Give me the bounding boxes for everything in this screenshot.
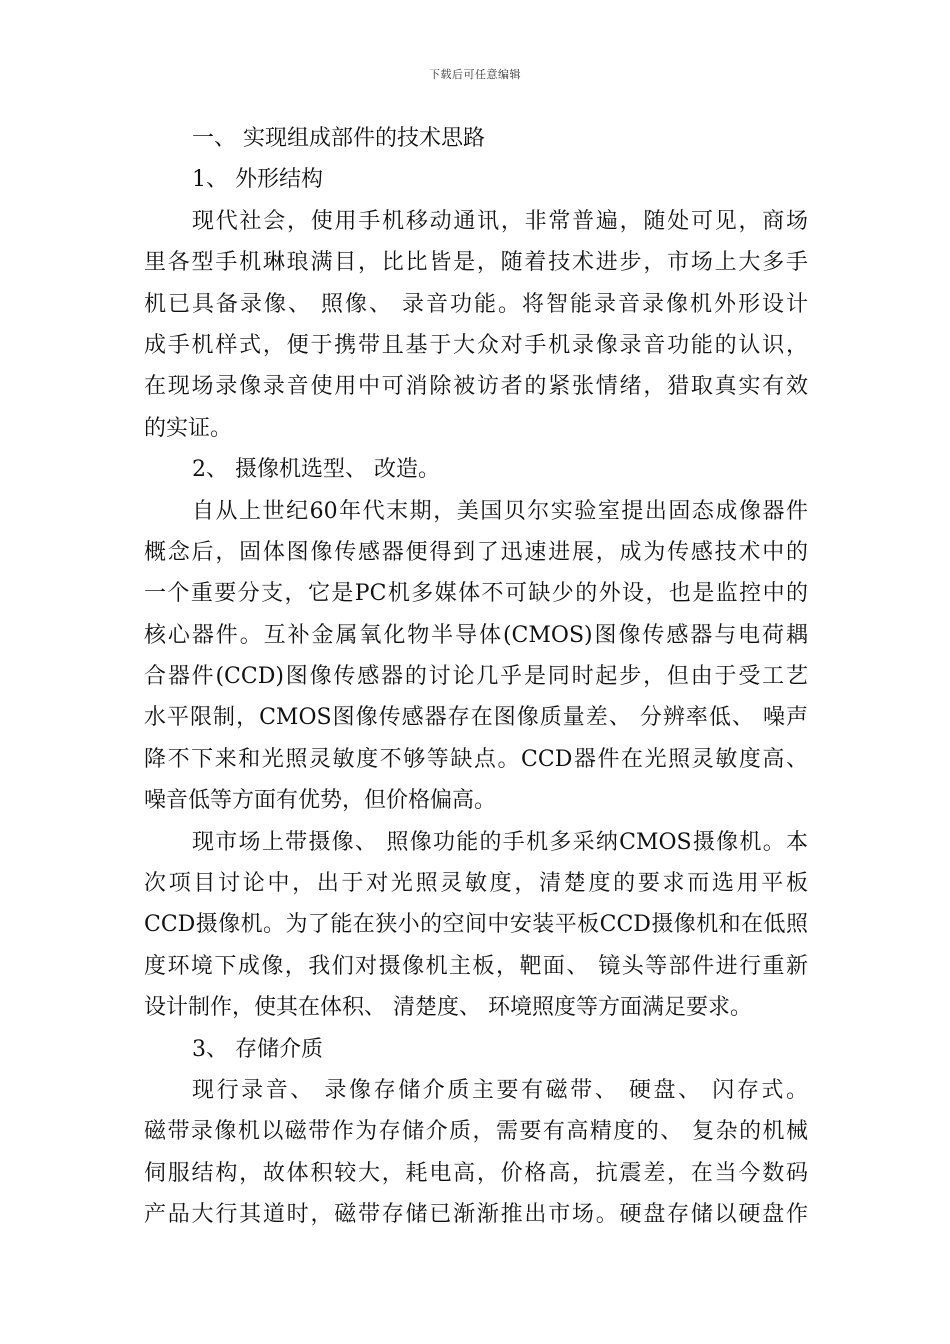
paragraph-line: 降不下来和光照灵敏度不够等缺点。CCD器件在光照灵敏度高、: [144, 746, 808, 772]
paragraph-line: 里各型手机琳琅满目，比比皆是，随着技术进步，市场上大多手: [144, 250, 808, 276]
page-header: 下载后可任意编辑: [429, 68, 521, 81]
paragraph-line: 噪音低等方面有优势，但价格偏高。: [144, 788, 497, 814]
paragraph-line: 机已具备录像、 照像、 录音功能。将智能录音录像机外形设计: [144, 291, 808, 317]
paragraph-line: 成手机样式，便于携带且基于大众对手机录像录音功能的认识，: [144, 332, 808, 358]
subsection-heading: 3、 存储介质: [192, 1036, 323, 1062]
paragraph-line: 度环境下成像，我们对摄像机主板，靶面、 镜头等部件进行重新: [144, 953, 808, 979]
paragraph-line: 自从上世纪60年代末期，美国贝尔实验室提出固态成像器件: [192, 498, 808, 524]
document-body: [144, 118, 808, 1236]
paragraph-line: 次项目讨论中，出于对光照灵敏度，清楚度的要求而选用平板: [144, 871, 808, 897]
paragraph-line: CCD摄像机。为了能在狭小的空间中安装平板CCD摄像机和在低照: [144, 912, 808, 938]
paragraph-line: 水平限制，CMOS图像传感器存在图像质量差、 分辨率低、 噪声: [144, 705, 808, 731]
paragraph-line: 伺服结构，故体积较大，耗电高，价格高，抗震差，在当今数码: [144, 1160, 808, 1186]
paragraph-line: 合器件(CCD)图像传感器的讨论几乎是同时起步，但由于受工艺: [144, 664, 808, 690]
paragraph-line: 产品大行其道时，磁带存储已渐渐推出市场。硬盘存储以硬盘作: [144, 1202, 808, 1228]
paragraph-line: 现市场上带摄像、 照像功能的手机多采纳CMOS摄像机。本: [192, 829, 808, 855]
paragraph-line: 磁带录像机以磁带作为存储介质，需要有高精度的、 复杂的机械: [144, 1119, 808, 1145]
paragraph-line: 设计制作，使其在体积、 清楚度、 环境照度等方面满足要求。: [144, 995, 752, 1021]
subsection-heading: 1、 外形结构: [192, 167, 323, 193]
paragraph-line: 现行录音、 录像存储介质主要有磁带、 硬盘、 闪存式。: [192, 1077, 808, 1103]
section-title: 一、 实现组成部件的技术思路: [192, 126, 485, 151]
paragraph-line: 概念后，固体图像传感器便得到了迅速进展，成为传感技术中的: [144, 539, 808, 565]
subsection-heading: 2、 摄像机选型、 改造。: [192, 457, 440, 483]
paragraph-line: 核心器件。互补金属氧化物半导体(CMOS)图像传感器与电荷耦: [144, 622, 808, 648]
paragraph-line: 现代社会，使用手机移动通讯，非常普遍，随处可见，商场: [192, 208, 808, 234]
paragraph-line: 一个重要分支，它是PC机多媒体不可缺少的外设，也是监控中的: [144, 581, 808, 607]
paragraph-line: 的实证。: [144, 415, 233, 441]
paragraph-line: 在现场录像录音使用中可消除被访者的紧张情绪，猎取真实有效: [144, 374, 808, 400]
